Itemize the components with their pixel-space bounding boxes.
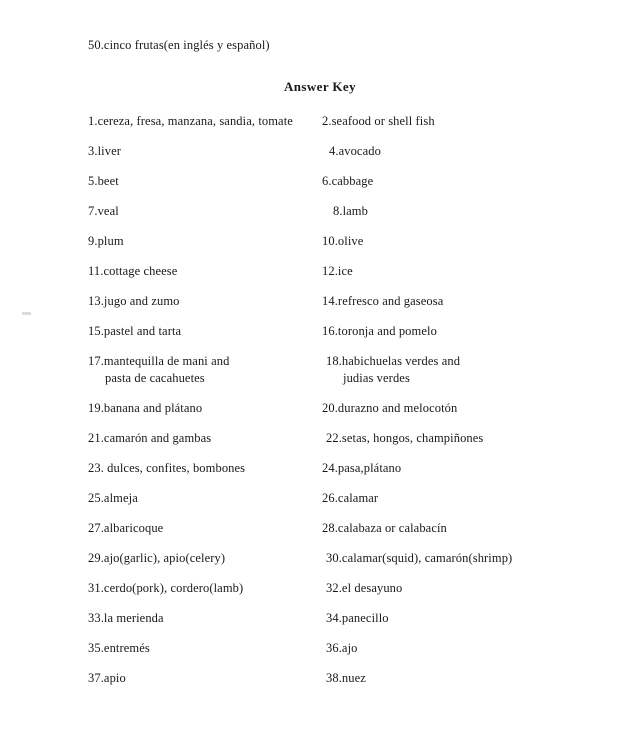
answer-item-left: 11.cottage cheese (88, 264, 178, 278)
answer-item-left: 37.apio (88, 671, 126, 685)
answer-item-right: 2.seafood or shell fish (322, 114, 435, 128)
answer-item-left: 33.la merienda (88, 611, 164, 625)
answer-item-left: 35.entremés (88, 641, 150, 655)
answer-item-right: 32.el desayuno (326, 581, 403, 595)
answer-item-right: 34.panecillo (326, 611, 389, 625)
answer-item-right: 18.habichuelas verdes and judias verdes (326, 354, 461, 385)
answer-item-left: 19.banana and plátano (88, 401, 203, 415)
page-title: Answer Key (283, 79, 356, 94)
answer-item-left: 1.cereza, fresa, manzana, sandia, tomate (88, 114, 293, 128)
answer-item-right: 22.setas, hongos, champiñones (326, 431, 484, 445)
answer-item-right: 12.ice (322, 264, 353, 278)
answer-row (0, 670, 640, 700)
answer-row (0, 203, 640, 233)
answer-item-right: 4.avocado (329, 144, 381, 158)
question-line-50: 50.cinco frutas(en inglés y español) (88, 38, 270, 52)
answer-item-right: 6.cabbage (322, 174, 374, 188)
answer-item-left: 17.mantequilla de mani and pasta de cacahuetes (88, 354, 230, 385)
answer-row (0, 580, 640, 610)
answer-row (0, 113, 640, 143)
answer-key-list (0, 113, 640, 700)
answer-item-continuation: judias verdes (343, 371, 410, 385)
answer-item-left: 31.cerdo(pork), cordero(lamb) (88, 581, 244, 595)
answer-row (0, 173, 640, 203)
answer-item-right: 16.toronja and pomelo (322, 324, 437, 338)
answer-item-left: 25.almeja (88, 491, 138, 505)
answer-row (0, 143, 640, 173)
answer-item-right: 26.calamar (322, 491, 379, 505)
answer-row (0, 460, 640, 490)
answer-item-left: 13.jugo and zumo (88, 294, 180, 308)
answer-item-left: 7.veal (88, 204, 119, 218)
answer-row (0, 293, 640, 323)
answer-item-right: 8.lamb (333, 204, 368, 218)
answer-item-right: 36.ajo (326, 641, 358, 655)
answer-item-left: 3.liver (88, 144, 121, 158)
answer-row (0, 323, 640, 353)
answer-item-right: 30.calamar(squid), camarón(shrimp) (326, 551, 513, 565)
answer-row (0, 233, 640, 263)
answer-item-left: 5.beet (88, 174, 119, 188)
answer-item-left: 21.camarón and gambas (88, 431, 212, 445)
answer-item-left: 15.pastel and tarta (88, 324, 182, 338)
answer-item-left: 9.plum (88, 234, 124, 248)
answer-row (0, 263, 640, 293)
answer-item-left: 23. dulces, confites, bombones (88, 461, 246, 475)
answer-row (0, 353, 640, 400)
answer-row (0, 490, 640, 520)
answer-row (0, 520, 640, 550)
answer-item-right: 38.nuez (326, 671, 366, 685)
answer-item-left: 29.ajo(garlic), apio(celery) (88, 551, 226, 565)
answer-item-right: 28.calabaza or calabacín (322, 521, 447, 535)
answer-item-right: 20.durazno and melocotón (322, 401, 458, 415)
answer-row (0, 610, 640, 640)
answer-item-continuation: pasta de cacahuetes (105, 371, 205, 385)
answer-item-right: 14.refresco and gaseosa (322, 294, 444, 308)
answer-row (0, 550, 640, 580)
answer-row (0, 430, 640, 460)
answer-item-right: 24.pasa,plátano (322, 461, 402, 475)
answer-row (0, 400, 640, 430)
answer-item-left: 27.albaricoque (88, 521, 164, 535)
answer-item-right: 10.olive (322, 234, 364, 248)
answer-row (0, 640, 640, 670)
